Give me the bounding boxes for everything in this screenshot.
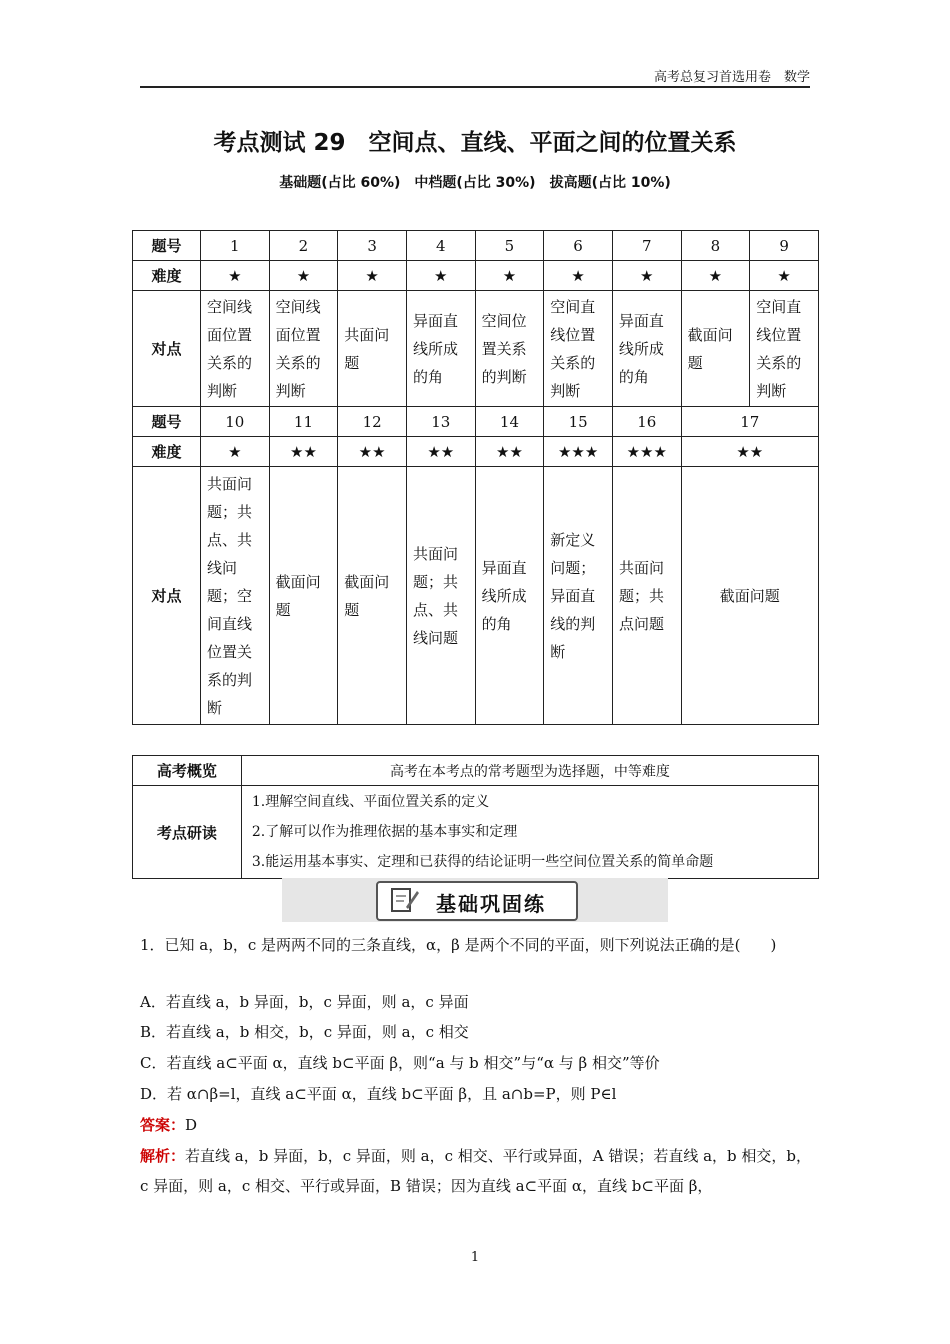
num-cell: 17: [681, 407, 818, 437]
table-row: [133, 407, 819, 437]
analysis-label: 解析：: [140, 1147, 186, 1165]
overview-table: [132, 755, 819, 879]
topic-cell: 截面问题: [338, 467, 407, 725]
diff-cell: ★: [406, 261, 475, 291]
analysis-text: 若直线 a，b 异面，b，c 异面，则 a，c 相交、平行或异面，A 错误；若直线 a，b 相交，b，c 异面，则 a，c 相交、平行或异面，B 错误；因为直线 a⊂平面 α，直线 b⊂平面 β，: [140, 1147, 812, 1195]
diff-cell: ★: [544, 261, 613, 291]
diff-cell: ★: [475, 261, 544, 291]
page-subtitle: 基础题(占比 60%) 中档题(占比 30%) 拔高题(占比 10%): [279, 175, 671, 191]
answer-value: D: [185, 1116, 198, 1134]
num-cell: 14: [475, 407, 544, 437]
topic-cell: 异面直线所成的角: [406, 291, 475, 407]
num-cell: 13: [406, 407, 475, 437]
banner-box: [376, 881, 578, 921]
study-items: [241, 786, 818, 879]
topic-cell: 共面问题；共点、共线问题: [406, 467, 475, 725]
label-diff: 难度: [133, 261, 201, 291]
num-cell: 16: [612, 407, 681, 437]
table-row: [133, 786, 819, 879]
diff-cell: ★★: [475, 437, 544, 467]
num-cell: 7: [612, 231, 681, 261]
diff-cell: ★: [750, 261, 819, 291]
num-cell: 8: [681, 231, 750, 261]
option-c: C．若直线 a⊂平面 α，直线 b⊂平面 β，则“a 与 b 相交”与“α 与 β 相交”等价: [140, 1054, 660, 1072]
pencil-icon: [390, 887, 420, 913]
table-row: [133, 291, 819, 407]
num-cell: 9: [750, 231, 819, 261]
header-rule: [140, 86, 810, 88]
diff-cell: ★: [200, 261, 269, 291]
diff-cell: ★★★: [544, 437, 613, 467]
table-row: [133, 467, 819, 725]
topic-cell: 共面问题；共点问题: [612, 467, 681, 725]
study-item: 3.能运用基本事实、定理和已获得的结论证明一些空间位置关系的简单命题: [251, 854, 714, 870]
answer-label: 答案：: [140, 1116, 186, 1134]
topic-cell: 新定义问题；异面直线的判断: [544, 467, 613, 725]
diff-cell: ★: [338, 261, 407, 291]
table-row: [133, 261, 819, 291]
diff-cell: ★★: [269, 437, 338, 467]
label-diff: 难度: [133, 437, 201, 467]
topic-cell: 空间线面位置关系的判断: [269, 291, 338, 407]
analysis-block: [140, 1141, 812, 1201]
diff-cell: ★: [612, 261, 681, 291]
diff-cell: ★★: [338, 437, 407, 467]
num-cell: 15: [544, 407, 613, 437]
topic-cell: 共面问题: [338, 291, 407, 407]
label-topic: 对点: [133, 291, 201, 407]
topic-cell: 空间线面位置关系的判断: [200, 291, 269, 407]
diff-cell: ★: [200, 437, 269, 467]
num-cell: 3: [338, 231, 407, 261]
study-item: 1.理解空间直线、平面位置关系的定义: [251, 794, 490, 810]
topic-cell: 异面直线所成的角: [475, 467, 544, 725]
study-label: 考点研读: [133, 786, 242, 879]
num-cell: 10: [200, 407, 269, 437]
table-row: [133, 231, 819, 261]
page-number: 1: [470, 1250, 480, 1265]
question-stem: 1．已知 a，b，c 是两两不同的三条直线，α，β 是两个不同的平面，则下列说法正确的是( ): [140, 936, 777, 954]
answer-line: [140, 1110, 812, 1140]
topic-cell: 异面直线所成的角: [612, 291, 681, 407]
topic-cell: 共面问题；共点、共线问题；空间直线位置关系的判断: [200, 467, 269, 725]
overview-label: 高考概览: [133, 756, 242, 786]
option-d: D．若 α∩β=l，直线 a⊂平面 α，直线 b⊂平面 β，且 a∩b=P，则 P∈l: [140, 1085, 617, 1103]
num-cell: 11: [269, 407, 338, 437]
topic-cell: 空间直线位置关系的判断: [750, 291, 819, 407]
diff-cell: ★: [681, 261, 750, 291]
label-num: 题号: [133, 407, 201, 437]
difficulty-table-2: [132, 406, 819, 725]
diff-cell: ★★: [406, 437, 475, 467]
num-cell: 4: [406, 231, 475, 261]
topic-cell: 截面问题: [681, 291, 750, 407]
diff-cell: ★: [269, 261, 338, 291]
num-cell: 1: [200, 231, 269, 261]
topic-cell: 截面问题: [681, 467, 818, 725]
diff-cell: ★★: [681, 437, 818, 467]
diff-cell: ★★★: [612, 437, 681, 467]
option-b: B．若直线 a，b 相交，b，c 异面，则 a，c 相交: [140, 1023, 469, 1041]
study-item: 2.了解可以作为推理依据的基本事实和定理: [251, 824, 518, 840]
num-cell: 6: [544, 231, 613, 261]
section-banner: [282, 878, 668, 922]
table-row: [133, 756, 819, 786]
topic-cell: 空间位置关系的判断: [475, 291, 544, 407]
table-row: [133, 437, 819, 467]
header-text: 高考总复习首选用卷 数学: [653, 70, 810, 85]
option-a: A．若直线 a，b 异面，b，c 异面，则 a，c 异面: [140, 993, 469, 1011]
topic-cell: 截面问题: [269, 467, 338, 725]
difficulty-table-1: [132, 230, 819, 407]
num-cell: 5: [475, 231, 544, 261]
overview-text: 高考在本考点的常考题型为选择题，中等难度: [241, 756, 818, 786]
label-topic: 对点: [133, 467, 201, 725]
banner-title: 基础巩固练: [436, 892, 546, 916]
num-cell: 12: [338, 407, 407, 437]
num-cell: 2: [269, 231, 338, 261]
page-title: 考点测试 29 空间点、直线、平面之间的位置关系: [213, 130, 737, 156]
topic-cell: 空间直线位置关系的判断: [544, 291, 613, 407]
label-num: 题号: [133, 231, 201, 261]
